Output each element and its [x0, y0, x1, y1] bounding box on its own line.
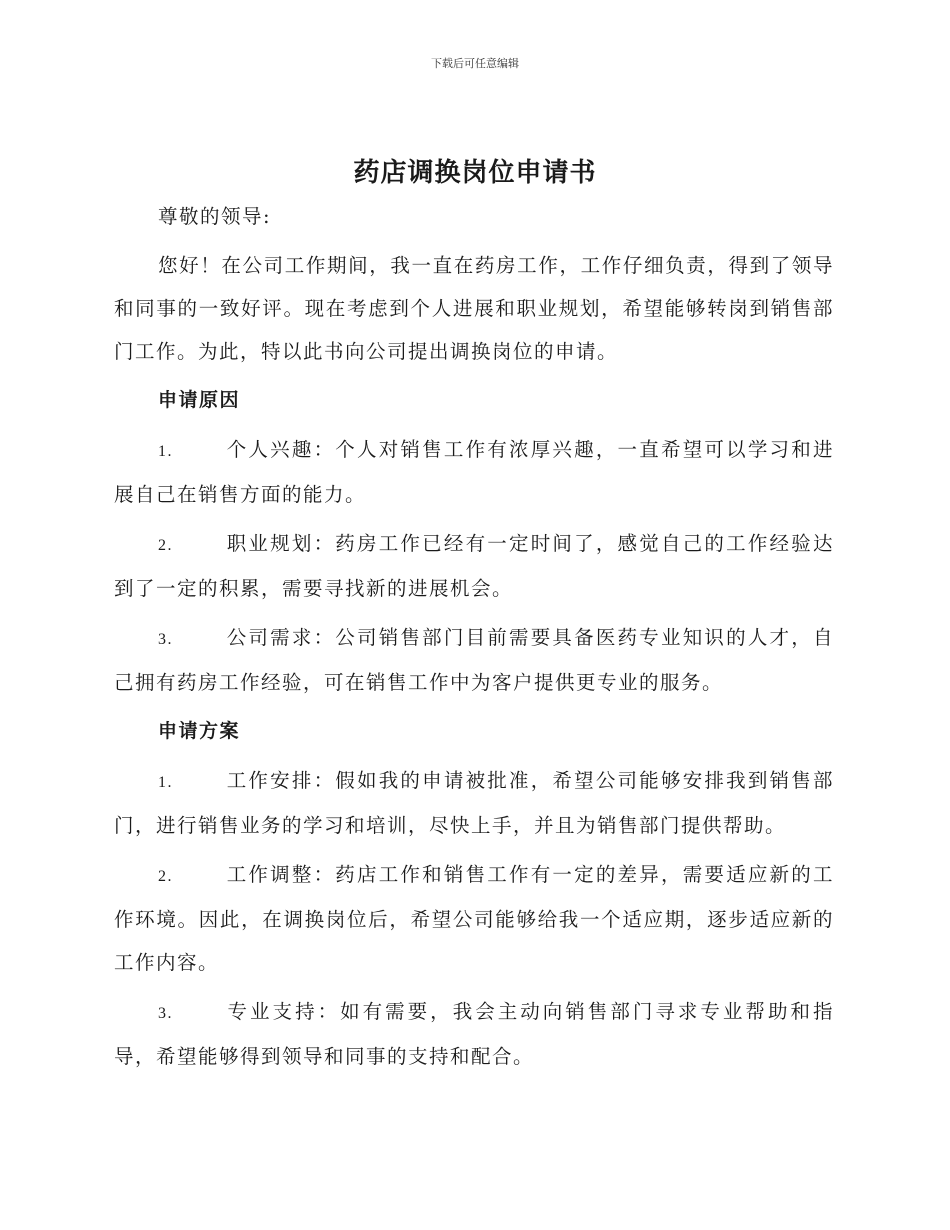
list-item [114, 853, 834, 984]
list-item [114, 616, 834, 704]
item-number: 2. [158, 537, 173, 554]
item-number: 3. [158, 1005, 173, 1022]
list-item [114, 428, 834, 516]
item-text: 个人兴趣：个人对销售工作有浓厚兴趣，一直希望可以学习和进展自己在销售方面的能力。 [114, 438, 834, 506]
header-note: 下载后可任意编辑 [431, 57, 519, 70]
salutation: 尊敬的领导: [158, 205, 272, 228]
item-text: 专业支持：如有需要，我会主动向销售部门寻求专业帮助和指导，希望能够得到领导和同事的支持和配合。 [114, 1000, 834, 1068]
item-number: 1. [158, 774, 173, 791]
item-text: 工作安排：假如我的申请被批准，希望公司能够安排我到销售部门，进行销售业务的学习和培训，尽快上手，并且为销售部门提供帮助。 [114, 769, 834, 837]
document-title: 药店调换岗位申请书 [353, 158, 597, 188]
section-heading-reasons: 申请原因 [158, 389, 241, 411]
document-body [114, 195, 834, 1084]
item-text: 公司需求：公司销售部门目前需要具备医药专业知识的人才，自己拥有药房工作经验，可在销售工作中为客户提供更专业的服务。 [114, 626, 834, 694]
list-item [114, 990, 834, 1078]
item-text: 职业规划：药房工作已经有一定时间了，感觉自己的工作经验达到了一定的积累，需要寻找新的进展机会。 [114, 532, 834, 600]
item-number: 2. [158, 868, 173, 885]
item-text: 工作调整：药店工作和销售工作有一定的差异，需要适应新的工作环境。因此，在调换岗位后，希望公司能够给我一个适应期，逐步适应新的工作内容。 [114, 863, 834, 974]
item-number: 1. [158, 443, 173, 460]
section-heading-plan: 申请方案 [158, 720, 241, 742]
intro-paragraph: 您好！在公司工作期间，我一直在药房工作，工作仔细负责，得到了领导和同事的一致好评。现在考虑到个人进展和职业规划，希望能够转岗到销售部门工作。为此，特以此书向公司提出调换岗位的申请。 [114, 254, 834, 363]
item-number: 3. [158, 631, 173, 648]
list-item [114, 522, 834, 610]
list-item [114, 759, 834, 847]
